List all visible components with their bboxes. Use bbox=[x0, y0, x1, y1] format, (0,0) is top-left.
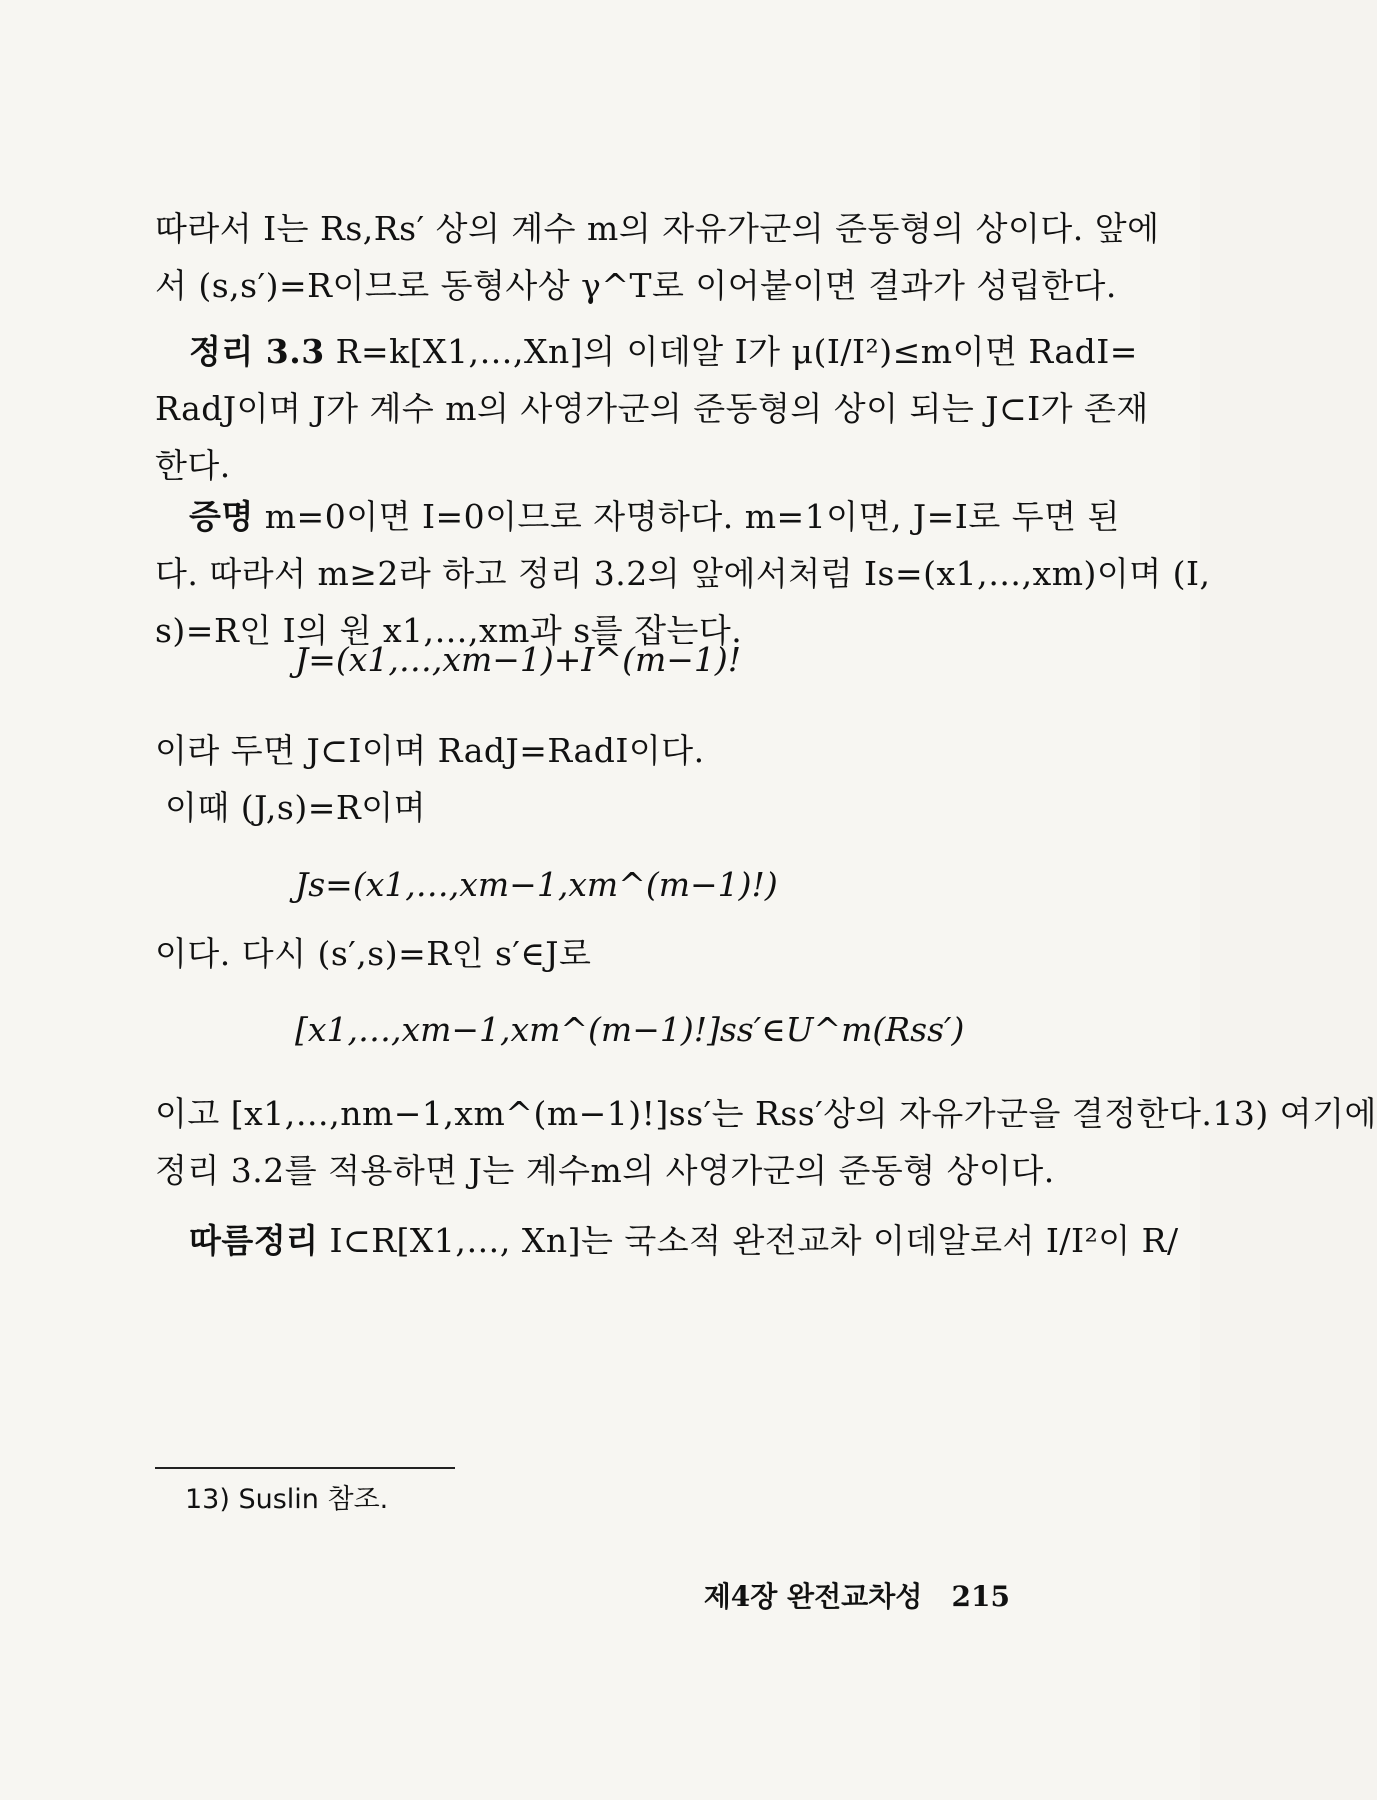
text-line: 다. 따라서 m≥2라 하고 정리 3.2의 앞에서처럼 Is=(x1,…,xm)이며 (I, bbox=[155, 554, 1211, 593]
display-equation-2: Js=(x1,…,xm−1,xm^(m−1)!) bbox=[295, 865, 778, 904]
paragraph-2 bbox=[155, 722, 1035, 836]
footnote: 13) Suslin 참조. bbox=[185, 1484, 389, 1515]
corollary bbox=[155, 1212, 1179, 1269]
theorem-label: 정리 3.3 bbox=[189, 332, 325, 371]
page-number: 215 bbox=[951, 1580, 1010, 1613]
text-line: I⊂R[X1,…, Xn]는 국소적 완전교차 이데알로서 I/I²이 R/ bbox=[329, 1221, 1179, 1260]
paragraph-4 bbox=[155, 1085, 1377, 1199]
proof-label: 증명 bbox=[189, 497, 254, 536]
paragraph-3 bbox=[155, 925, 1035, 982]
chapter-title: 제4장 완전교차성 bbox=[703, 1580, 923, 1613]
text-line: m=0이면 I=0이므로 자명하다. m=1이면, J=I로 두면 된 bbox=[264, 497, 1120, 536]
text-line: 한다. bbox=[155, 446, 231, 485]
display-equation-3: [x1,…,xm−1,xm^(m−1)!]ss′∈U^m(Rss′) bbox=[295, 1010, 965, 1049]
text-line: 이때 (J,s)=R이며 bbox=[165, 788, 426, 827]
display-equation-1: J=(x1,…,xm−1)+I^(m−1)! bbox=[295, 640, 742, 679]
footnote-divider bbox=[155, 1467, 455, 1469]
text-line: 정리 3.2를 적용하면 J는 계수m의 사영가군의 준동형 상이다. bbox=[155, 1151, 1055, 1190]
theorem-3-3 bbox=[155, 323, 1149, 494]
text-line: RadJ이며 J가 계수 m의 사영가군의 준동형의 상이 되는 J⊂I가 존재 bbox=[155, 389, 1149, 428]
proof bbox=[155, 488, 1211, 659]
text-line: 따라서 I는 Rs,Rs′ 상의 계수 m의 자유가군의 준동형의 상이다. 앞에 bbox=[155, 209, 1160, 248]
text-line: 이다. 다시 (s′,s)=R인 s′∈J로 bbox=[155, 934, 592, 973]
text-line: 이라 두면 J⊂I이며 RadJ=RadI이다. bbox=[155, 731, 705, 770]
running-footer bbox=[704, 1575, 1010, 1615]
corollary-label: 따름정리 bbox=[189, 1221, 319, 1260]
paragraph-1 bbox=[155, 200, 1160, 314]
text-line: s)=R인 I의 원 x1,…,xm과 s를 잡는다. bbox=[155, 611, 743, 650]
text-line: 서 (s,s′)=R이므로 동형사상 γ^T로 이어붙이면 결과가 성립한다. bbox=[155, 266, 1117, 305]
text-line: R=k[X1,…,Xn]의 이데알 I가 μ(I/I²)≤m이면 RadI= bbox=[335, 332, 1138, 371]
text-line: 이고 [x1,…,nm−1,xm^(m−1)!]ss′는 Rss′상의 자유가군을 결정한다.13) 여기에 bbox=[155, 1094, 1377, 1133]
